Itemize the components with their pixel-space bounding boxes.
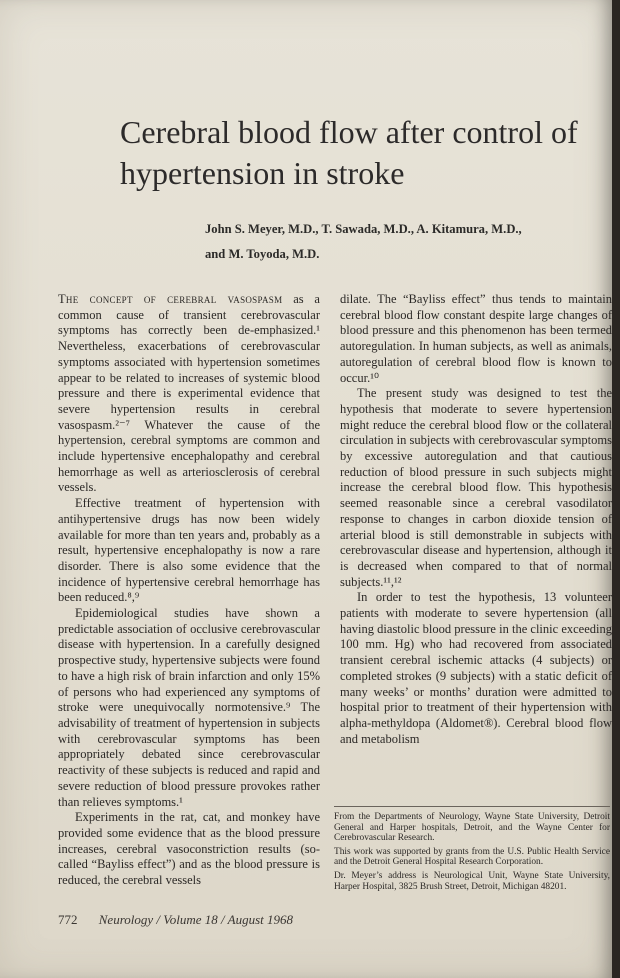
body-paragraph: The present study was designed to test the hypothesis that moderate to severe hypertension might reduce the cerebral blood flow or the collateral circulation in subjects with cerebrovascular symptoms by excessive autoregulation and that cautious reduction of blood pressure in such subjects might increase the cerebral blood flow. This hypothesis seemed reasonable since a cerebral vasodilator response to changes in carbon dioxide tension of arterial blood is still demonstrable in subjects with cerebrovascular disease and hypertension, although it is decreased when compared to that of normal subjects.¹¹,¹² xyxy=(340,386,612,589)
footnote-funding: This work was supported by grants from the U.S. Public Health Service and the Detroit General Hospital Research Corporation. xyxy=(334,846,610,868)
article-title: Cerebral blood flow after control of hypertension in stroke xyxy=(120,114,578,191)
journal-citation: Neurology / Volume 18 / August 1968 xyxy=(98,912,294,927)
footnote-divider xyxy=(334,806,610,807)
body-paragraph: Epidemiological studies have shown a predictable association of occlusive cerebrovascular disease with hypertension. In a carefully designed prospective study, hypertensive subjects were found to have a high risk of brain infarction and only 15% of persons who had experienced any symptoms of stroke were unequivocally normotensive.⁹ The advisability of treatment of hypertension in subjects with cerebrovascular symptoms has been appropriately debated since cerebrovascular reactivity of these subjects is reduced and rapid and severe reduction of blood pressure provokes rather than relieves symptoms.¹ xyxy=(58,606,320,809)
body-paragraph: Effective treatment of hypertension with antihypertensive drugs has now been widely available for more than ten years and, probably as a result, hypertensive encephalopathy is now a rare disorder. There is also some evidence that the incidence of hypertensive cerebral hemorrhage has been reduced.⁸,⁹ xyxy=(58,496,320,605)
body-paragraph: Experiments in the rat, cat, and monkey have provided some evidence that as the blood pressure increases, cerebral vasoconstriction results (so-called “Bayliss effect”) and as the blood pressure is reduced, the cerebral vessels xyxy=(58,810,320,888)
lead-in-small-caps: The concept of cerebral vasospasm xyxy=(58,292,283,306)
footnotes xyxy=(334,812,610,895)
paragraph-text: as a common cause of transient cerebrovascular symptoms has correctly been de-emphasized.¹ Nevertheless, exacerbations of cerebrovascular symptoms associated with hypertension sometimes appear to be related to increases of systemic blood pressure and there is experimental evidence that severe hypertension results in cerebral vasospasm.²⁻⁷ Whatever the cause of the hypertension, cerebral symptoms are common and include hypertensive encephalopathy and cerebral hemorrhage as well as arteriosclerosis of cerebral vessels. xyxy=(58,292,320,495)
authors-line-2: and M. Toyoda, M.D. xyxy=(205,247,320,261)
page-number: 772 xyxy=(58,912,78,927)
body-paragraph xyxy=(58,292,320,496)
body-paragraph: In order to test the hypothesis, 13 volunteer patients with moderate to severe hypertension (all having diastolic blood pressure in the clinic exceeding 100 mm. Hg) who had recovered from associated transient cerebral ischemic attacks (4 subjects) or completed strokes (9 subjects) with a static deficit of many weeks’ or months’ duration were admitted to hospital prior to treatment of their hypertension with alpha-methyldopa (Aldomet®). Cerebral blood flow and metabolism xyxy=(340,590,612,746)
page-footer xyxy=(58,912,293,928)
left-column xyxy=(58,292,320,889)
authors-line-1: John S. Meyer, M.D., T. Sawada, M.D., A. Kitamura, M.D., xyxy=(205,222,522,236)
right-column xyxy=(340,292,612,747)
footnote-address: Dr. Meyer’s address is Neurological Unit, Wayne State University, Harper Hospital, 3825 Brush Street, Detroit, Michigan 48201. xyxy=(334,870,610,892)
body-paragraph: dilate. The “Bayliss effect” thus tends to maintain cerebral blood flow constant despite large changes of blood pressure and this phenomenon has been termed autoregulation. In human subjects, as well as animals, autoregulation of cerebral blood flow is known to occur.¹⁰ xyxy=(340,292,612,385)
author-list xyxy=(205,217,585,267)
footnote-affiliation: From the Departments of Neurology, Wayne State University, Detroit General and Harper hospitals, Detroit, and the Wayne Center for Cerebrovascular Research. xyxy=(334,812,610,844)
